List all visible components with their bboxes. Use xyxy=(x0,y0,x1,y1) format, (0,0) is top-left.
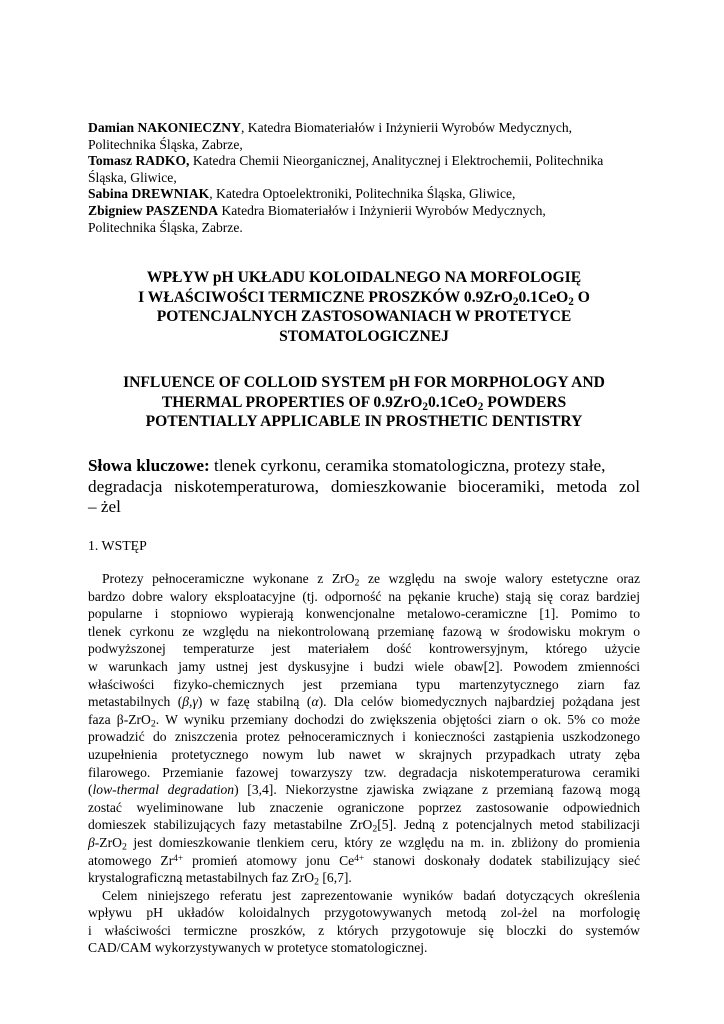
author-entry xyxy=(88,203,640,220)
keywords-line: – żel xyxy=(88,497,121,517)
text-line: popularne i stopniowo wypierają konwencjonalne metalowo-ceramiczne [1]. Pomimo to xyxy=(88,606,640,622)
text-line: podwyższonej temperaturze jest materiałem dość kontrowersyjnym, którego użycie xyxy=(88,641,640,657)
author-affiliation: , Katedra Biomateriałów i Inżynierii Wyrobów Medycznych, xyxy=(240,120,573,135)
subscript: 2 xyxy=(512,295,519,308)
text-line xyxy=(88,852,640,870)
title-line xyxy=(88,393,640,413)
author-affiliation-cont: Politechnika Śląska, Zabrze, xyxy=(88,136,243,152)
keywords xyxy=(88,456,640,518)
title-line: POTENCJALNYCH ZASTOSOWANIACH W PROTETYCE xyxy=(156,308,572,326)
italic-text: β xyxy=(88,834,95,850)
author-name: Zbigniew PASZENDA xyxy=(88,202,219,218)
text-line xyxy=(88,816,640,834)
text-line: uzupełnienia protetycznego nowym lub nawet w skrajnych przypadkach utraty zęba xyxy=(88,746,640,762)
title-polish xyxy=(88,268,640,346)
subscript: 2 xyxy=(372,823,378,835)
keywords-line xyxy=(88,456,640,477)
author-list xyxy=(88,120,640,236)
author-affiliation-cont: Politechnika Śląska, Zabrze. xyxy=(88,219,243,235)
subscript: 2 xyxy=(422,400,428,413)
subscript: 2 xyxy=(121,841,127,853)
italic-text: low-thermal degradation xyxy=(92,782,235,798)
title-line xyxy=(88,288,640,308)
author-affiliation: , Katedra Optoelektroniki, Politechnika Śląska, Gliwice, xyxy=(209,186,516,202)
text: Protezy pełnoceramiczne wykonane z ZrO xyxy=(102,571,355,586)
title-text: POWDERS xyxy=(483,393,567,411)
title-line: INFLUENCE OF COLLOID SYSTEM pH FOR MORPHOLOGY AND xyxy=(123,374,605,391)
text-line xyxy=(88,570,640,588)
text-line: zostać wyeliminowane lub znaczenie ograniczone poprzez zastosowanie odpowiednich xyxy=(88,799,640,815)
title-text: 0.1CeO xyxy=(427,393,478,411)
subscript: 2 xyxy=(314,876,319,888)
text: faza β-ZrO xyxy=(88,711,151,727)
author-entry xyxy=(88,186,640,203)
text: domieszek stabilizujących fazy metastabilne ZrO xyxy=(88,817,373,833)
keywords-line: degradacja niskotemperaturowa, domieszkowanie bioceramiki, metoda zol xyxy=(88,476,640,496)
author-affiliation: Katedra Chemii Nieorganicznej, Analitycznej i Elektrochemii, Politechnika xyxy=(189,153,604,169)
text-line: bardzo dobre walory eksploatacyjne (tj. odporność na pękanie kruche) stają się coraz bardziej xyxy=(88,588,640,604)
superscript: 4+ xyxy=(173,852,184,863)
author-name: Sabina DREWNIAK xyxy=(88,186,210,202)
text: ) w fazę stabilną ( xyxy=(197,694,312,710)
title-text: O xyxy=(573,288,590,306)
text: ). Dla celów biomedycznych najbardziej pożądana jest xyxy=(318,694,640,710)
text: metastabilnych ( xyxy=(88,694,183,710)
subscript: 2 xyxy=(354,577,360,589)
text-line: prowadzić do zniszczenia protez pełnoceramicznych i konieczności zastąpienia uszkodzonego xyxy=(88,729,640,745)
text: jest domieszkowanie tlenkiem ceru, który ze względu na m. in. zbliżony do promienia xyxy=(126,834,640,850)
text: ( xyxy=(88,782,93,798)
superscript: 4+ xyxy=(354,852,365,863)
text: ) [3,4]. Niekorzystne zjawiska związane z przemianą fazową mogą xyxy=(234,782,640,798)
text-line xyxy=(88,834,640,852)
author-name: Tomasz RADKO, xyxy=(88,153,190,169)
subscript: 2 xyxy=(150,718,156,730)
keywords-label: Słowa kluczowe: xyxy=(88,456,210,475)
text: atomowego Zr xyxy=(88,852,174,868)
text: -ZrO xyxy=(94,834,122,850)
text: promień atomowy jonu Ce xyxy=(183,852,355,868)
text-line xyxy=(88,693,640,711)
author-affiliation-cont: Śląska, Gliwice, xyxy=(88,169,177,185)
text-line: tlenek cyrkonu ze względu na niekontrolowaną przemianę fazową w środowisku mokrym o xyxy=(88,623,640,639)
text-line: właściwości fizyko-chemicznych jest przemiana typu martenzytycznego ziarn faz xyxy=(88,676,640,692)
text-line xyxy=(88,711,640,729)
author-entry xyxy=(88,153,640,170)
text-line: filarowego. Przemianie fazowej towarzyszy tzw. degradacja niskotemperaturowa ceramiki xyxy=(88,764,640,780)
text-line: w warunkach jamy ustnej jest dyskusyjne i budzi wiele obaw[2]. Powodem zmienności xyxy=(88,658,640,674)
title-english xyxy=(88,373,640,432)
author-name: Damian NAKONIECZNY xyxy=(88,120,241,135)
text: . W wyniku przemiany dochodzi do zwiększenia objętości ziarn o ok. 5% co może xyxy=(155,711,640,727)
title-line: WPŁYW pH UKŁADU KOLOIDALNEGO NA MORFOLOGIĘ xyxy=(146,269,582,286)
title-line: POTENTIALLY APPLICABLE IN PROSTHETIC DENTISTRY xyxy=(145,413,583,431)
text: stanowi doskonały dodatek stabilizujący sieć xyxy=(364,852,641,868)
body-text xyxy=(88,570,640,957)
text: krystalograficzną metastabilnych faz ZrO xyxy=(88,870,315,886)
author-entry xyxy=(88,120,640,137)
subscript: 2 xyxy=(477,400,484,413)
title-line: STOMATOLOGICZNEJ xyxy=(279,327,449,345)
keywords-text: tlenek cyrkonu, ceramika stomatologiczna, protezy stałe, xyxy=(209,456,606,475)
section-heading: 1. WSTĘP xyxy=(88,538,147,553)
author-affiliation: Katedra Biomateriałów i Inżynierii Wyrobów Medycznych, xyxy=(218,202,546,218)
italic-text: β,γ xyxy=(182,694,198,710)
text-line: i właściwości termiczne proszków, z których przygotowuje się bloczki do systemów xyxy=(88,922,640,938)
title-text: I WŁAŚCIWOŚCI TERMICZNE PROSZKÓW 0.9ZrO xyxy=(138,288,513,306)
title-text: THERMAL PROPERTIES OF 0.9ZrO xyxy=(161,393,423,411)
text-line: wpływu pH układów koloidalnych przygotowywanych metodą zol-żel na morfologię xyxy=(88,905,640,921)
text: ze względu na swoje walory estetyczne oraz xyxy=(359,571,640,586)
text-line xyxy=(88,781,640,799)
text-line: CAD/CAM wykorzystywanych w protetyce stomatologicznej. xyxy=(88,940,428,956)
text-line: Celem niniejszego referatu jest zaprezentowanie wyników badań dotyczących określenia xyxy=(102,887,640,903)
subscript: 2 xyxy=(568,295,574,308)
title-text: 0.1CeO xyxy=(518,288,569,306)
italic-text: α xyxy=(311,694,319,710)
text-line xyxy=(88,869,640,887)
text: [5]. Jedną z potencjalnych metod stabilizacji xyxy=(377,817,640,833)
text: [6,7]. xyxy=(318,870,352,886)
